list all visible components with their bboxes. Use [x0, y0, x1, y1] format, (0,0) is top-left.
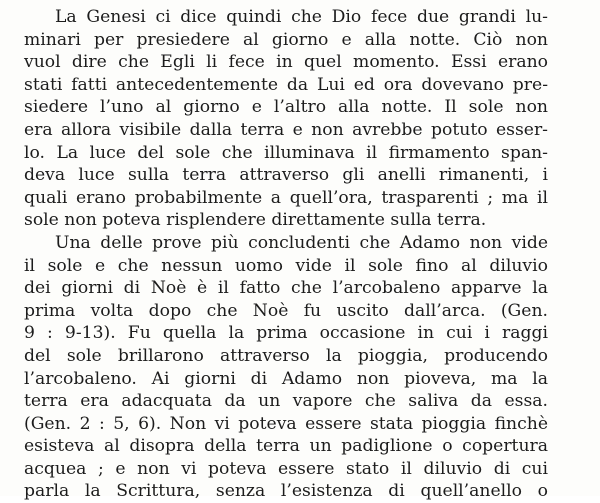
text-line: del sole brillarono attraverso la pioggia, producendo: [24, 345, 548, 366]
text-line: lo. La luce del sole che illuminava il firmamento span-: [24, 142, 548, 163]
body-text: [24, 6, 548, 503]
text-line: il sole e che nessun uomo vide il sole fino al diluvio: [24, 255, 548, 276]
text-line: acquea ; e non vi poteva essere stato il diluvio di cui: [24, 458, 548, 479]
text-line: minari per presiedere al giorno e alla notte. Ciò non: [24, 29, 548, 50]
text-line: terra era adacquata da un vapore che saliva da essa.: [24, 391, 548, 412]
text-line: (Gen. 2 : 5, 6). Non vi poteva essere stata pioggia finchè: [24, 413, 548, 434]
text-line: deva luce sulla terra attraverso gli anelli rimanenti, i: [24, 165, 548, 186]
text-line: l’arcobaleno. Ai giorni di Adamo non pioveva, ma la: [24, 368, 548, 389]
text-line: siedere l’uno al giorno e l’altro alla notte. Il sole non: [24, 97, 548, 118]
paragraph-2: [24, 232, 548, 503]
text-line: La Genesi ci dice quindi che Dio fece due grandi lu-: [55, 7, 548, 27]
text-line: dei giorni di Noè è il fatto che l’arcobaleno apparve la: [24, 278, 548, 299]
text-line: era allora visibile dalla terra e non avrebbe potuto esser-: [24, 119, 548, 140]
text-line: parla la Scrittura, senza l’esistenza di quell’anello o: [24, 481, 548, 502]
text-line: vuol dire che Egli li fece in quel momento. Essi erano: [24, 52, 548, 73]
text-line: prima volta dopo che Noè fu uscito dall’arca. (Gen.: [24, 300, 548, 321]
text-line: sole non poteva risplendere direttamente sulla terra.: [24, 210, 487, 231]
text-line: quali erano probabilmente a quell’ora, trasparenti ; ma il: [24, 187, 548, 208]
paragraph-1: [24, 6, 548, 232]
text-line: 9 : 9-13). Fu quella la prima occasione in cui i raggi: [24, 323, 548, 344]
text-line: esisteva al disopra della terra un padiglione o copertura: [24, 436, 548, 457]
text-line: stati fatti antecedentemente da Lui ed ora dovevano pre-: [24, 74, 548, 95]
text-line: Una delle prove più concludenti che Adamo non vide: [55, 232, 548, 253]
